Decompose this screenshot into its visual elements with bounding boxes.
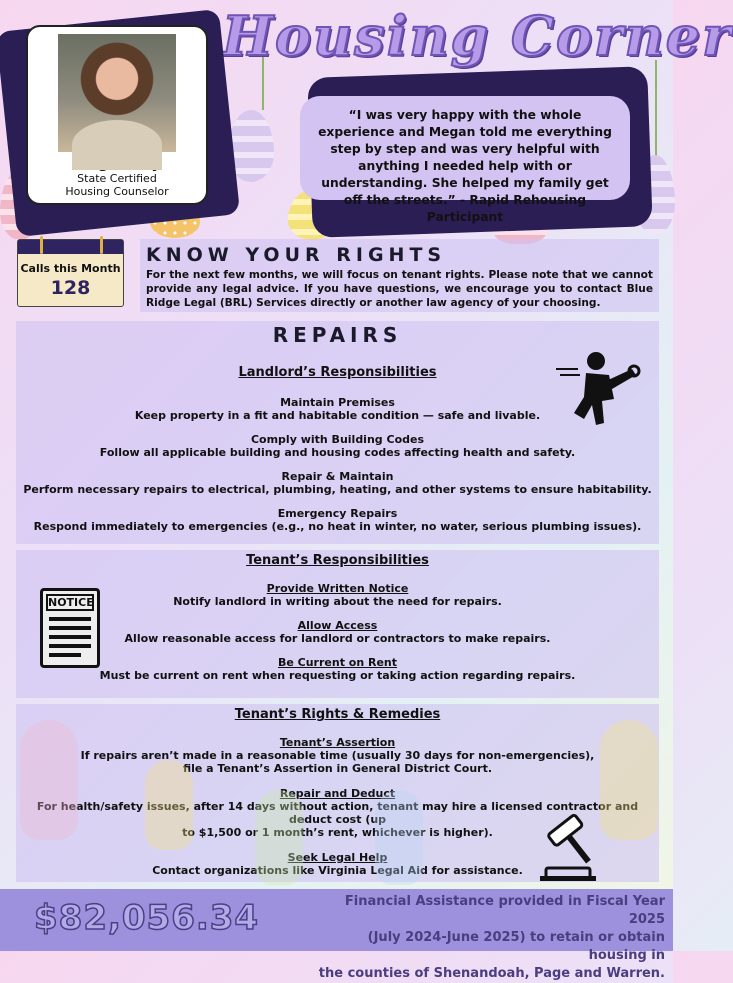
know-your-rights-heading: KNOW YOUR RIGHTS	[146, 244, 447, 266]
worker-wrench-icon	[554, 349, 640, 433]
bunny-icon	[145, 760, 193, 850]
bunny-icon	[255, 790, 303, 885]
remedies-item-head: Seek Legal Help	[287, 851, 388, 864]
assistance-description	[305, 893, 665, 983]
remedies-item-text: Contact organizations like Virginia Legal Aid for assistance.	[152, 864, 523, 877]
landlord-title: Landlord’s Responsibilities	[238, 365, 437, 380]
remedies-item-text: to $1,500 or 1 month’s rent, whichever is higher).	[182, 826, 493, 839]
landlord-item-text: Respond immediately to emergencies (e.g., no heat in winter, no water, serious plumbing issues).	[33, 520, 642, 533]
notice-label: NOTICE	[48, 596, 94, 609]
tenant-item-text: Notify landlord in writing about the need for repairs.	[173, 595, 502, 608]
tenant-title: Tenant’s Responsibilities	[246, 553, 429, 568]
know-your-rights-text: For the next few months, we will focus on tenant rights. Please note that we cannot provide any legal advice. If you have questions, we encourage you to contact Blue Ridge Legal (BRL) Services directly or another law agency of your choosing.	[146, 269, 653, 309]
tenant-item-head: Allow Access	[297, 619, 378, 632]
assistance-line: (July 2024-June 2025) to retain or obtain housing in	[367, 930, 665, 963]
landlord-item-text: Perform necessary repairs to electrical, plumbing, heating, and other systems to ensure habitability.	[23, 483, 652, 496]
bunny-icon	[600, 720, 658, 840]
calls-badge	[17, 239, 124, 307]
remedies-item-head: Tenant’s Assertion	[279, 736, 396, 749]
remedies-item-text: For health/safety issues, after 14 days without action, tenant may hire a licensed contractor and deduct cost (up	[36, 800, 639, 826]
landlord-item-head: Repair & Maintain	[281, 470, 394, 483]
remedies-title: Tenant’s Rights & Remedies	[234, 707, 441, 722]
remedies-item-head: Repair and Deduct	[279, 787, 396, 800]
bunny-icon	[20, 720, 78, 840]
assistance-line: Financial Assistance provided in Fiscal Year 2025	[344, 894, 665, 927]
page-title: Housing Corner	[222, 4, 733, 68]
notice-document-icon	[40, 588, 100, 668]
tenant-item-head: Be Current on Rent	[277, 656, 398, 669]
assistance-line: the counties of Shenandoah, Page and Warren.	[318, 966, 665, 981]
landlord-item-head: Emergency Repairs	[277, 507, 398, 520]
know-your-rights-panel	[140, 239, 659, 312]
landlord-panel	[16, 321, 659, 544]
counselor-card	[26, 25, 208, 205]
landlord-item-head: Maintain Premises	[280, 396, 395, 409]
counselor-photo	[58, 34, 176, 152]
calls-label: Calls this Month	[20, 262, 121, 275]
tenant-item-text: Must be current on rent when requesting or taking action regarding repairs.	[99, 669, 576, 682]
tenant-item-head: Provide Written Notice	[266, 582, 409, 595]
remedies-panel	[16, 704, 659, 882]
assistance-amount: $82,056.34	[34, 898, 260, 938]
tenant-panel	[16, 550, 659, 698]
bunny-icon	[375, 790, 423, 885]
egg-string	[655, 60, 657, 160]
tenant-item-text: Allow reasonable access for landlord or contractors to make repairs.	[124, 632, 551, 645]
landlord-item-head: Comply with Building Codes	[250, 433, 425, 446]
counselor-credential-1: State Certified	[77, 172, 157, 185]
testimonial-quote: “I was very happy with the whole experience and Megan told me everything step by step and was very helpful with anything I needed help with or understanding. She helped my family get off the streets.” - Rapid Rehousing Participant	[300, 96, 630, 200]
gavel-icon	[536, 816, 606, 882]
remedies-item-text: file a Tenant’s Assertion in General District Court.	[182, 762, 493, 775]
calls-count: 128	[50, 277, 91, 299]
counselor-credential-2: Housing Counselor	[65, 185, 169, 198]
landlord-item-text: Keep property in a fit and habitable condition — safe and livable.	[134, 409, 541, 422]
landlord-item-text: Follow all applicable building and housing codes affecting health and safety.	[99, 446, 576, 459]
remedies-item-text: If repairs aren’t made in a reasonable time (usually 30 days for non-emergencies),	[80, 749, 595, 762]
repairs-heading: REPAIRS	[272, 323, 403, 347]
